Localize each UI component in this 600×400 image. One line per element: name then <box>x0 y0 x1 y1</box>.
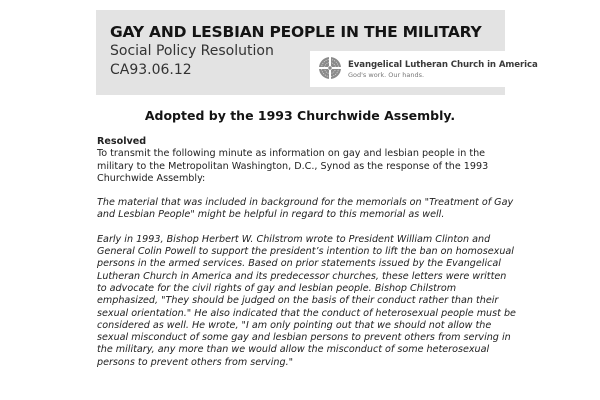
adoption-heading: Adopted by the 1993 Churchwide Assembly. <box>144 108 456 123</box>
document-title: GAY AND LESBIAN PEOPLE IN THE MILITARY <box>110 23 482 41</box>
resolution-body <box>97 136 517 381</box>
bishop-letter-paragraph: Early in 1993, Bishop Herbert W. Chilstrom wrote to President William Clinton and General Colin Powell to support the president’s intention to lift the ban on homosexual persons in the armed services. Based on prior statements issued by the Evangelical Lutheran Church in America and its predecessor churches, these letters were written to advocate for the civil rights of gay and lesbian people. Bishop Chilstrom emphasized, "They should be judged on the basis of their conduct rather than their sexual orientation." He also indicated that the conduct of heterosexual people must be considered as well. He wrote, "I am only pointing out that we should not allow the sexual misconduct of some gay and lesbian persons to prevent others from serving in the military, any more than we would allow the misconduct of some heterosexual persons to prevent others from serving." <box>97 233 516 368</box>
header-banner <box>96 10 538 95</box>
background-paragraph: The material that was included in background for the memorials on "Treatment of Gay and Lesbian People" might be helpful in regard to this memorial as well. <box>97 197 514 221</box>
elca-cross-icon <box>318 56 342 80</box>
logo-tagline: God's work. Our hands. <box>348 71 425 79</box>
logo-organization-name: Evangelical Lutheran Church in America <box>348 60 538 70</box>
elca-logo <box>310 51 538 87</box>
document-number: CA93.06.12 <box>110 62 192 78</box>
document-subtitle: Social Policy Resolution <box>110 43 274 59</box>
resolution-paragraph: To transmit the following minute as information on gay and lesbian people in the military to the Metropolitan Washington, D.C., Synod as the response of the 1993 Churchwide Assembly: <box>97 148 489 184</box>
resolved-label: Resolved <box>97 136 147 147</box>
